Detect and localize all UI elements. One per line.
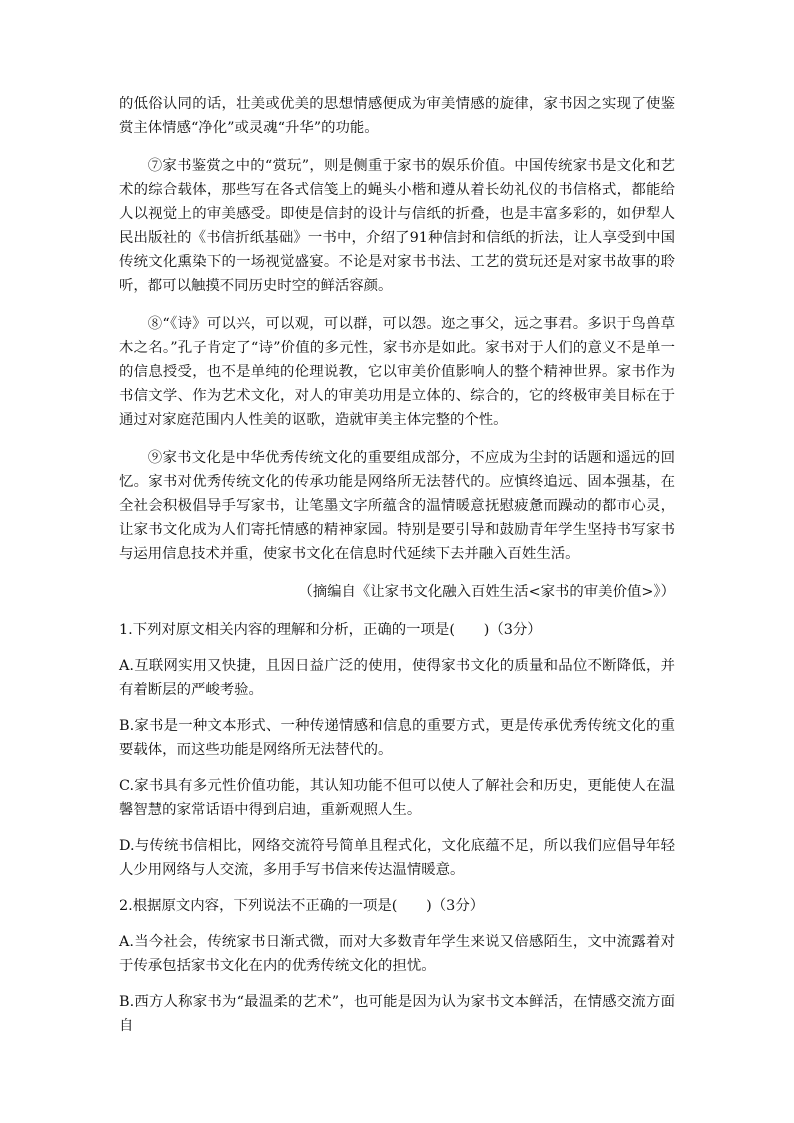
document-page bbox=[119, 92, 675, 1050]
option-a: A.当今社会，传统家书日渐式微，而对大多数青年学生来说又倍感陌生，文中流露着对于传承包括家书文化在内的优秀传统文化的担忧。 bbox=[119, 934, 675, 974]
question-1 bbox=[119, 618, 675, 882]
paragraph-8: ⑧“《诗》可以兴，可以观，可以群，可以怨。迩之事父，远之事君。多识于鸟兽草木之名。”孔子肯定了“诗”价值的多元性，家书亦是如此。家书对于人们的意义不是单一的信息授受，也不是单纯的伦理说教，它以审美价值影响人的整个精神世界。家书作为书信文学、作为艺术文化，对人的审美功用是立体的、综合的，它的终极审美目标在于通过对家庭范围内人性美的讴歌，造就审美主体完整的个性。 bbox=[119, 316, 675, 428]
source-citation: （摘编自《让家书文化融入百姓生活<家书的审美价值>》） bbox=[298, 584, 675, 600]
paragraph-7: ⑦家书鉴赏之中的“赏玩”，则是侧重于家书的娱乐价值。中国传统家书是文化和艺术的综合载体，那些写在各式信笺上的蝇头小楷和遵从着长幼礼仪的书信格式，都能给人以视觉上的审美感受。即使是信封的设计与信纸的折叠，也是丰富多彩的，如伊犁人民出版社的《书信折纸基础》一书中，介绍了91种信封和信纸的折法，让人享受到中国传统文化熏染下的一场视觉盛宴。不论是对家书书法、工艺的赏玩还是对家书故事的聆听，都可以触摸不同历史时空的鲜活容颜。 bbox=[119, 158, 675, 294]
paragraph-9: ⑨家书文化是中华优秀传统文化的重要组成部分，不应成为尘封的话题和遥远的回忆。家书对优秀传统文化的传承功能是网络所无法替代的。应慎终追远、固本强基，在全社会积极倡导手写家书，让笔墨文字所蕴含的温情暖意抚慰疲惫而躁动的都市心灵，让家书文化成为人们寄托情感的精神家园。特别是要引导和鼓励青年学生坚持书写家书与运用信息技术并重，使家书文化在信息时代延续下去并融入百姓生活。 bbox=[119, 450, 675, 562]
option-a: A.互联网实用又快捷，且因日益广泛的使用，使得家书文化的质量和品位不断降低，并有着断层的严峻考验。 bbox=[119, 658, 675, 698]
option-d: D.与传统书信相比，网络交流符号简单且程式化，文化底蕴不足，所以我们应倡导年轻人少用网络与人交流，多用手写书信来传达温情暖意。 bbox=[119, 838, 675, 878]
option-c: C.家书具有多元性价值功能，其认知功能不但可以使人了解社会和历史，更能使人在温馨智慧的家常话语中得到启迪，重新观照人生。 bbox=[119, 778, 675, 818]
option-b: B.西方人称家书为“最温柔的艺术”，也可能是因为认为家书文本鲜活，在情感交流方面自 bbox=[119, 994, 675, 1034]
option-b: B.家书是一种文本形式、一种传递情感和信息的重要方式，更是传承优秀传统文化的重要载体，而这些功能是网络所无法替代的。 bbox=[119, 718, 675, 758]
paragraph-continuation: 的低俗认同的话，壮美或优美的思想情感便成为审美情感的旋律，家书因之实现了使鉴赏主体情感“净化”或灵魂“升华”的功能。 bbox=[119, 96, 675, 136]
question-stem: 1.下列对原文相关内容的理解和分析，正确的一项是( )（3分） bbox=[119, 622, 542, 638]
question-stem: 2.根据原文内容，下列说法不正确的一项是( )（3分） bbox=[119, 898, 485, 914]
question-2 bbox=[119, 894, 675, 1038]
